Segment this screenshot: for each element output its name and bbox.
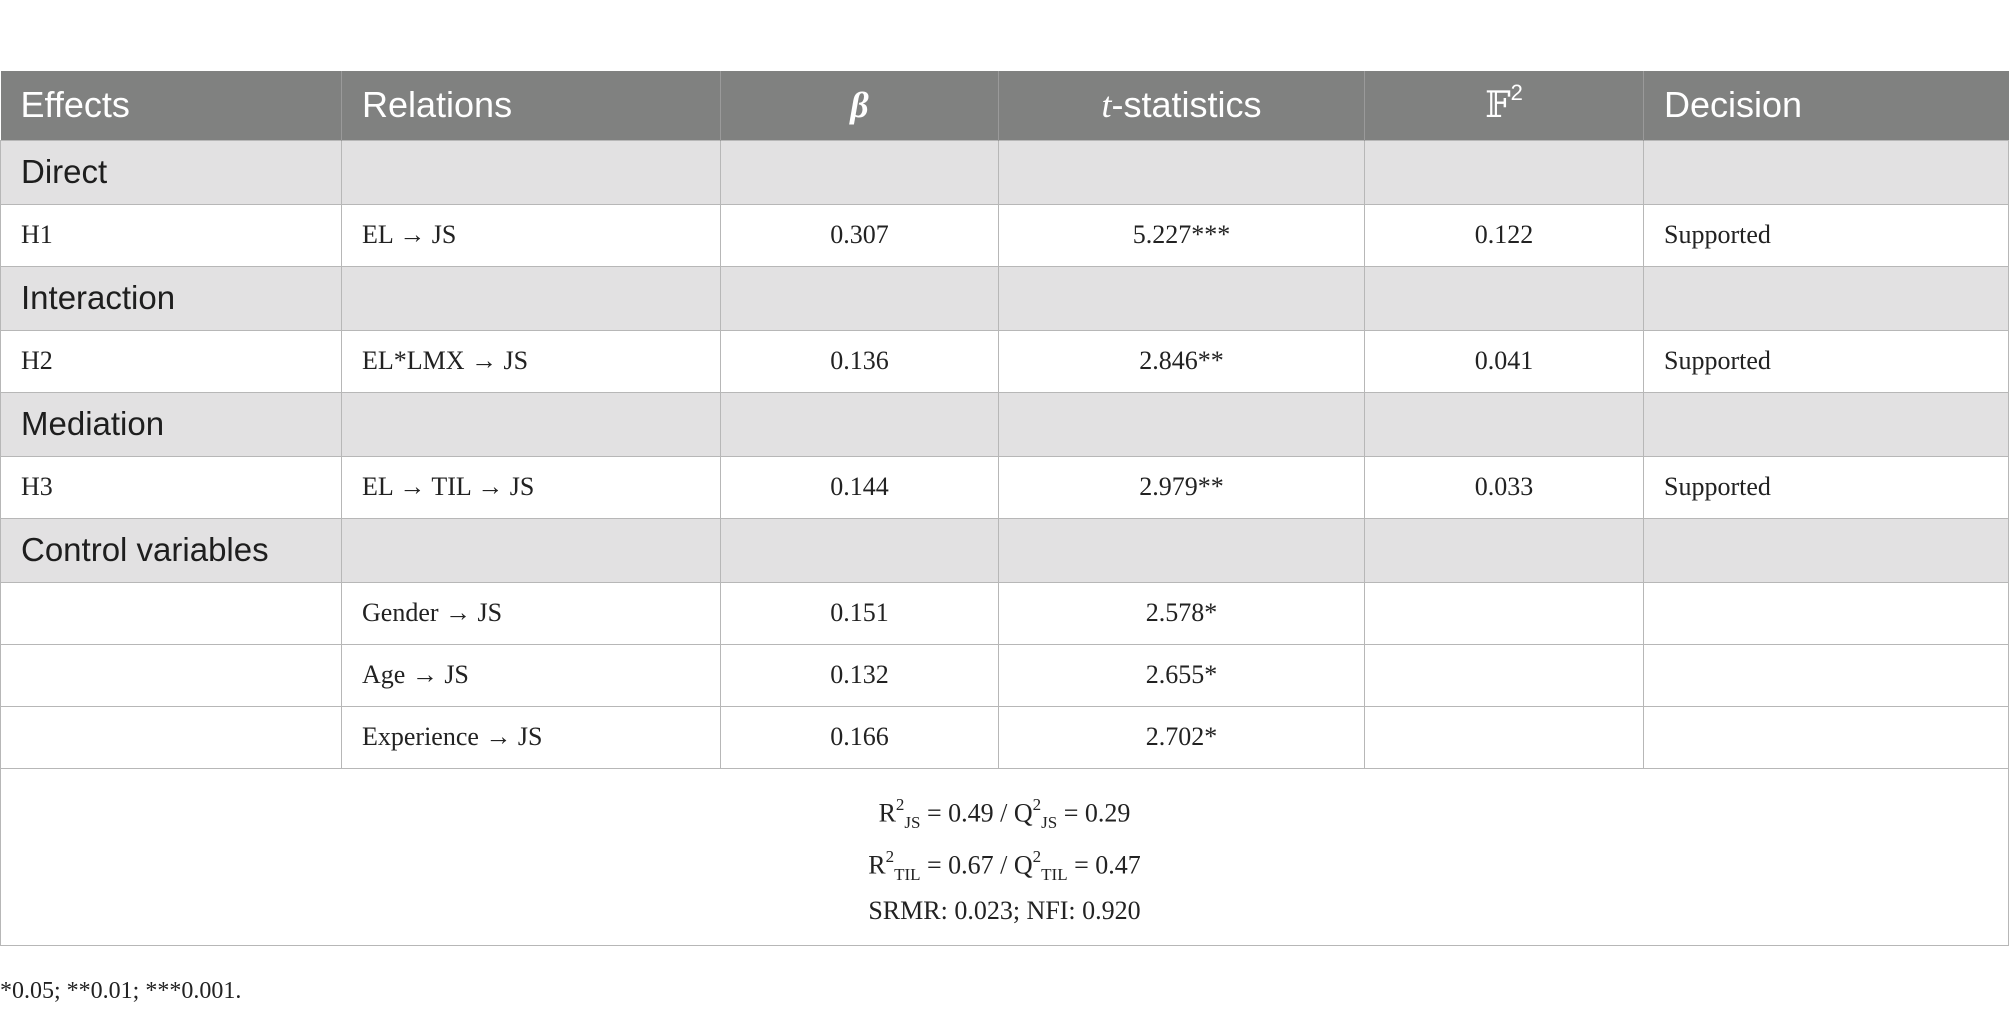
section-row-direct — [1, 140, 2009, 204]
cell-beta: 0.132 — [721, 644, 999, 706]
cell-beta: 0.151 — [721, 582, 999, 644]
table-row — [1, 330, 2009, 392]
section-row-control-variables — [1, 518, 2009, 582]
cell-relation: Age → JS — [342, 644, 721, 706]
cell-decision — [1644, 582, 2009, 644]
model-fit-summary — [1, 768, 2009, 945]
section-row-mediation — [1, 392, 2009, 456]
cell-decision: Supported — [1644, 330, 2009, 392]
header-f2 — [1365, 71, 1644, 140]
header-relations: Relations — [342, 71, 721, 140]
section-label: Direct — [1, 140, 342, 204]
cell-relation: Gender → JS — [342, 582, 721, 644]
cell-beta: 0.136 — [721, 330, 999, 392]
cell-f2: 0.041 — [1365, 330, 1644, 392]
cell-t-statistic: 2.655* — [999, 644, 1365, 706]
cell-t-statistic: 2.578* — [999, 582, 1365, 644]
table-row — [1, 582, 2009, 644]
header-row — [1, 71, 2009, 140]
summary-r2-js-line: $R^2_{JS} = 0.49 / Q^2_{JS} = 0.29$ — [878, 794, 1131, 833]
header-beta — [721, 71, 999, 140]
cell-relation: Experience → JS — [342, 706, 721, 768]
section-label: Mediation — [1, 392, 342, 456]
cell-relation: EL → JS — [342, 204, 721, 266]
cell-decision — [1644, 644, 2009, 706]
cell-effect — [1, 644, 342, 706]
t-symbol: t — [1101, 85, 1112, 126]
summary-r2-til-line: $R^2_{TIL} = 0.67 / Q^2_{TIL} = 0.47$ — [868, 846, 1141, 885]
results-table-container — [0, 71, 2008, 946]
cell-f2 — [1365, 706, 1644, 768]
cell-f2 — [1365, 644, 1644, 706]
cell-decision: Supported — [1644, 204, 2009, 266]
cell-t-statistic: 2.846** — [999, 330, 1365, 392]
table-row — [1, 706, 2009, 768]
cell-decision — [1644, 706, 2009, 768]
summary-row — [1, 768, 2009, 945]
cell-decision: Supported — [1644, 456, 2009, 518]
section-label: Interaction — [1, 266, 342, 330]
significance-footnote: *0.05; **0.01; ***0.001. — [0, 978, 242, 1004]
f2-superscript: 2 — [1510, 80, 1523, 106]
header-decision: Decision — [1644, 71, 2009, 140]
cell-effect: H2 — [1, 330, 342, 392]
cell-t-statistic: 2.979** — [999, 456, 1365, 518]
cell-beta: 0.166 — [721, 706, 999, 768]
cell-beta: 0.144 — [721, 456, 999, 518]
table-row — [1, 456, 2009, 518]
cell-f2: 0.033 — [1365, 456, 1644, 518]
section-row-interaction — [1, 266, 2009, 330]
cell-effect — [1, 706, 342, 768]
t-statistics-label: -statistics — [1111, 84, 1262, 126]
header-effects: Effects — [1, 71, 342, 140]
section-label: Control variables — [1, 518, 342, 582]
cell-relation: EL → TIL → JS — [342, 456, 721, 518]
f2-symbol: 𝔽 — [1485, 85, 1511, 127]
cell-f2: 0.122 — [1365, 204, 1644, 266]
table-row — [1, 644, 2009, 706]
header-t-statistics — [999, 71, 1365, 140]
cell-t-statistic: 2.702* — [999, 706, 1365, 768]
summary-fit-indices-line: SRMR: 0.023; NFI: 0.920 — [868, 895, 1141, 925]
cell-effect: H3 — [1, 456, 342, 518]
beta-symbol: β — [850, 85, 869, 126]
cell-beta: 0.307 — [721, 204, 999, 266]
cell-t-statistic: 5.227*** — [999, 204, 1365, 266]
cell-f2 — [1365, 582, 1644, 644]
results-table — [0, 71, 2009, 946]
cell-relation: EL*LMX → JS — [342, 330, 721, 392]
table-row — [1, 204, 2009, 266]
cell-effect: H1 — [1, 204, 342, 266]
cell-effect — [1, 582, 342, 644]
